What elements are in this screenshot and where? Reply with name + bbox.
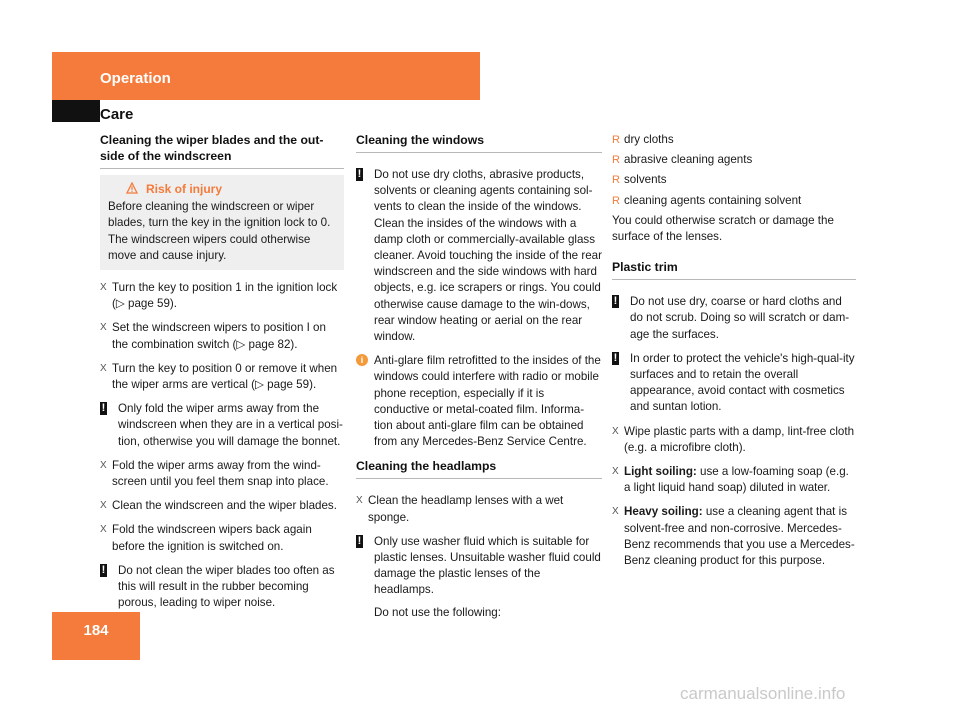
- step-item: X Clean the headlamp lenses with a wet sponge.: [356, 494, 564, 524]
- step-arrow-icon: X: [100, 500, 107, 512]
- bullet-icon: R: [612, 154, 620, 167]
- step-item: X Set the windscreen wipers to position I on the combination switch (▷ page 82).: [100, 321, 326, 351]
- heading-wiper-blades: Cleaning the wiper blades and the out-side of the windscreen: [100, 132, 344, 169]
- exclamation-icon: !: [357, 534, 362, 547]
- column-3: [612, 132, 856, 577]
- page-number: 184: [83, 622, 109, 639]
- warning-triangle-icon: [126, 182, 138, 194]
- exclamation-icon: !: [357, 168, 362, 180]
- exclamation-icon: !: [101, 402, 106, 415]
- step-arrow-icon: X: [356, 495, 363, 507]
- step-item: X Fold the windscreen wipers back again before the ignition is switched on.: [100, 523, 312, 553]
- heading-headlamps: Cleaning the headlamps: [356, 458, 602, 479]
- caution-note: ! In order to protect the vehicle's high-qual-ity surfaces and to retain the overall appearance, avoid contact with cosmetics and suntan lotion.: [613, 351, 855, 414]
- exclamation-icon: !: [613, 351, 618, 364]
- caution-note: ! Do not use dry cloths, abrasive products, solvents or cleaning agents containing sol-vents to clean the inside of the windows. Clean the insides of the windows with a damp cloth or commercially-available glass cleaner. Avoid touching the inside of the rear windscreen and the side windows with hard objects, e.g. ice scrapers or rings. You could otherwise cause damage to the win-dows, rear window heating or aerial on the rear window.: [357, 168, 602, 344]
- section-title-operation: Operation: [100, 70, 171, 87]
- step-item: X Clean the windscreen and the wiper blades.: [100, 498, 344, 514]
- heading-plastic-trim: Plastic trim: [612, 259, 856, 280]
- page-number-tab: [52, 612, 140, 660]
- warning-box: [100, 175, 344, 270]
- watermark: carmanualsonline.info: [680, 684, 846, 703]
- column-2: [356, 132, 602, 629]
- caution-note: ! Only use washer fluid which is suitable for plastic lenses. Unsuitable washer fluid could damage the plastic lenses of the headlamps. Do not use the following:: [356, 534, 602, 621]
- bullet-icon: R: [612, 134, 620, 146]
- step-item: X Turn the key to position 0 or remove it when the wiper arms are vertical (▷ page 59).: [100, 361, 338, 392]
- warning-title-row: [108, 181, 338, 197]
- caution-note: ! Do not use dry, coarse or hard cloths and do not scrub. Doing so will scratch or dam-age the surfaces.: [613, 295, 850, 341]
- step-arrow-icon: X: [612, 425, 619, 437]
- info-icon: i: [356, 354, 368, 366]
- caution-note: ! Do not clean the wiper blades too often as this will result in the rubber becoming porous, leading to wiper noise.: [101, 563, 335, 610]
- exclamation-icon: !: [613, 295, 618, 308]
- paragraph: You could otherwise scratch or damage the surface of the lenses.: [612, 213, 834, 244]
- warning-text: Before cleaning the windscreen or wiper blades, turn the key in the ignition lock to 0. The windscreen wipers could otherwise move and cause injury.: [108, 200, 331, 262]
- step-item: X Fold the wiper arms away from the wind-screen until you feel them snap into place.: [100, 458, 329, 489]
- list-item: R dry cloths: [612, 132, 856, 148]
- bullet-icon: R: [612, 194, 620, 207]
- exclamation-icon: !: [101, 563, 106, 576]
- step-arrow-icon: X: [612, 466, 619, 478]
- step-item: X Light soiling: use a low-foaming soap (e.g. a light liquid hand soap) diluted in water.: [612, 465, 849, 495]
- black-tab: [52, 100, 100, 122]
- step-arrow-icon: X: [100, 524, 107, 536]
- step-item: X Wipe plastic parts with a damp, lint-free cloth (e.g. a microfibre cloth).: [612, 424, 855, 454]
- step-item: X Heavy soiling: use a cleaning agent that is solvent-free and non-corrosive. Mercedes-Benz recommends that you use a Mercedes-Benz cleaning product for this purpose.: [612, 505, 855, 568]
- step-item: X Turn the key to position 1 in the ignition lock (▷ page 59).: [100, 281, 338, 311]
- info-note: i Anti-glare film retrofitted to the insides of the windows could interfere with radio or mobile phone reception, especially if it is conductive or metal-coated film. Informa-tion about anti-glare film can be obtained from any Mercedes-Benz Service Centre.: [356, 353, 602, 450]
- step-arrow-icon: X: [612, 506, 619, 518]
- step-arrow-icon: X: [100, 282, 107, 294]
- step-arrow-icon: X: [100, 459, 107, 471]
- list-item: R cleaning agents containing solvent: [612, 193, 856, 209]
- note-continuation: Do not use the following:: [374, 605, 501, 619]
- list-item: R abrasive cleaning agents: [612, 152, 856, 168]
- warning-title: Risk of injury: [146, 182, 223, 196]
- step-arrow-icon: X: [100, 322, 107, 334]
- step-arrow-icon: X: [100, 362, 107, 374]
- column-1: [100, 132, 344, 619]
- heading-windows: Cleaning the windows: [356, 132, 602, 153]
- list-item: R solvents: [612, 172, 856, 188]
- subsection-title-care: Care: [100, 106, 134, 123]
- caution-note: ! Only fold the wiper arms away from the windscreen when they are in a vertical posi-tion, otherwise you will damage the bonnet.: [101, 402, 343, 448]
- bullet-icon: R: [612, 174, 620, 187]
